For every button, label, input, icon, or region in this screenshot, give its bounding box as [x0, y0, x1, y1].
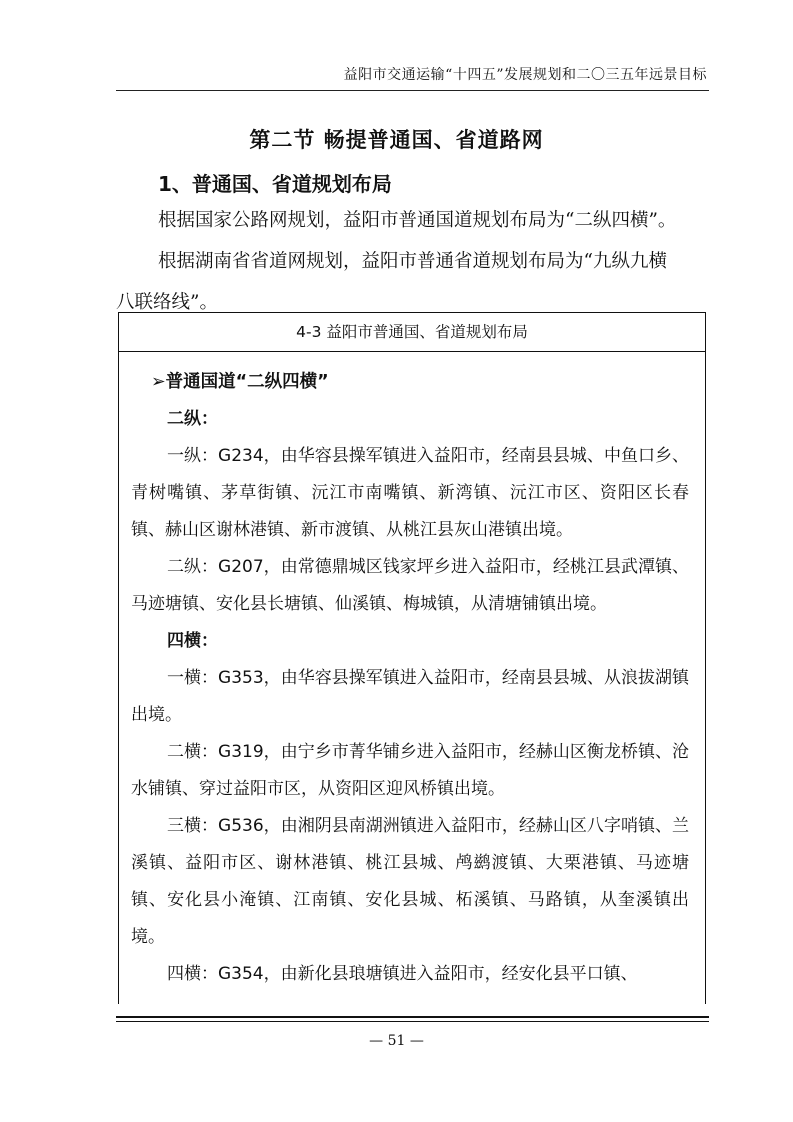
- paragraph-provincial-roads-line2: 八联络线”。: [116, 292, 218, 313]
- section-title: 第二节 畅提普通国、省道路网: [249, 128, 544, 152]
- paragraph-provincial-roads-line1: 根据湖南省省道网规划，益阳市普通省道规划布局为“九纵九横: [158, 251, 667, 272]
- bullet-arrow-icon: ➢: [151, 372, 166, 392]
- page-number: — 51 —: [369, 1033, 424, 1049]
- table-content: [119, 364, 705, 993]
- horizontal-group-heading: 四横：: [167, 631, 218, 651]
- header-rule: [116, 90, 709, 91]
- subsection-title: 1、普通国、省道规划布局: [158, 172, 392, 196]
- route-layout-table: [118, 312, 706, 1004]
- route-horizontal-1: 一横：G353，由华容县操军镇进入益阳市，经南县县城、从浪拔湖镇出境。: [131, 668, 689, 725]
- footer-rule-thin: [116, 1021, 709, 1022]
- bullet-heading: [131, 364, 689, 401]
- route-horizontal-3: 三横：G536，由湘阴县南湖洲镇进入益阳市，经赫山区八字哨镇、兰溪镇、益阳市区、谢林港镇、桃江县城、鸬鹚渡镇、大栗港镇、马迹塘镇、安化县小淹镇、江南镇、安化县城、柘溪镇、马路镇，从奎溪镇出境。: [131, 816, 689, 947]
- route-vertical-2: 二纵：G207，由常德鼎城区钱家坪乡进入益阳市，经桃江县武潭镇、马迹塘镇、安化县长塘镇、仙溪镇、梅城镇，从清塘铺镇出境。: [131, 557, 689, 614]
- running-header: 益阳市交通运输“十四五”发展规划和二〇三五年远景目标: [343, 67, 707, 83]
- vertical-group-heading: 二纵：: [167, 409, 218, 429]
- bullet-heading-text: 普通国道“二纵四横”: [165, 372, 329, 392]
- table-caption: 4-3 益阳市普通国、省道规划布局: [119, 313, 705, 352]
- footer-rule-thick: [116, 1016, 709, 1018]
- route-horizontal-2: 二横：G319，由宁乡市菁华铺乡进入益阳市，经赫山区衡龙桥镇、沧水铺镇、穿过益阳市区，从资阳区迎风桥镇出境。: [131, 742, 689, 799]
- route-vertical-1: 一纵：G234，由华容县操军镇进入益阳市，经南县县城、中鱼口乡、青树嘴镇、茅草街镇、沅江市南嘴镇、新湾镇、沅江市区、资阳区长春镇、赫山区谢林港镇、新市渡镇、从桃江县灰山港镇出境。: [131, 446, 689, 540]
- route-horizontal-4: 四横：G354，由新化县琅塘镇进入益阳市，经安化县平口镇、: [167, 964, 638, 984]
- paragraph-national-roads: 根据国家公路网规划，益阳市普通国道规划布局为“二纵四横”。: [158, 210, 677, 231]
